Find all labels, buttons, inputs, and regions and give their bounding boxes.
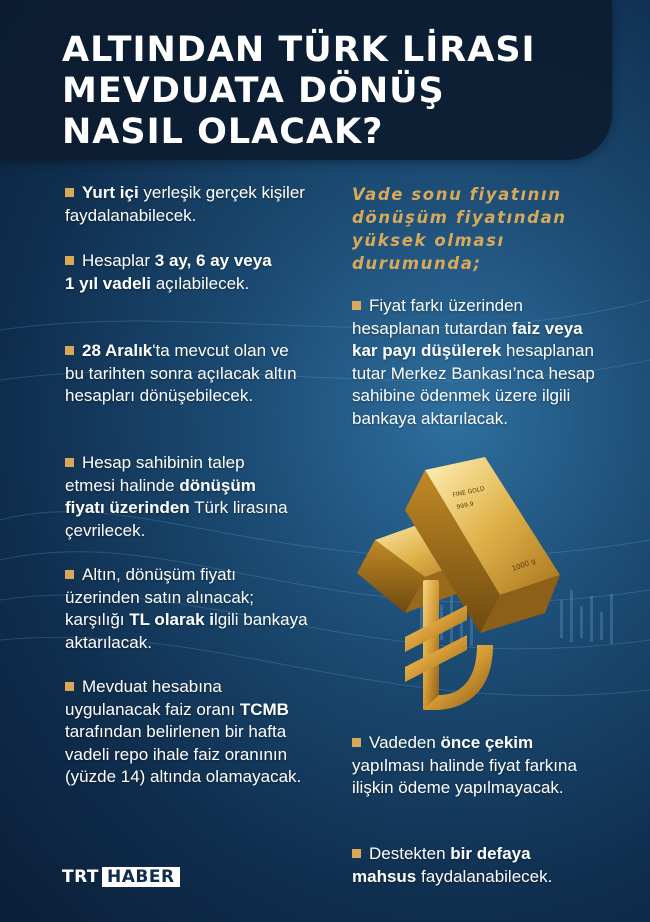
logo-trt: TRT (62, 867, 100, 887)
bullet-icon (65, 346, 74, 355)
bar-engraving-1: FINE GOLD (451, 485, 486, 499)
page-title (62, 30, 582, 153)
bullet-icon (65, 256, 74, 265)
right-item-1: Fiyat farkı üzerinden hesaplanan tutardan faiz veya kar payı düşülerek hesaplanan tutar Merkez Bankası’nca hesap sahibine ödenmek üzere ilgili bankaya aktarılacak. (352, 296, 595, 428)
logo-haber: HABER (102, 867, 180, 887)
right-item-3: Destekten bir defaya mahsus faydalanabilecek. (352, 844, 553, 886)
bullet-icon (352, 849, 361, 858)
bullet-icon (65, 570, 74, 579)
bullet-icon (65, 188, 74, 197)
bullet-icon (65, 458, 74, 467)
bar-engraving-3: 1000 g (510, 556, 537, 573)
right-item-2: Vadeden önce çekim yapılması halinde fiyat farkına ilişkin ödeme yapılmayacak. (352, 733, 577, 797)
left-item-2: Hesaplar 3 ay, 6 ay veya 1 yıl vadeli açılabilecek. (65, 251, 272, 293)
right-heading: Vade sonu fiyatının dönüşüm fiyatından yüksek olması durumunda; (352, 185, 567, 273)
bullet-icon (65, 682, 74, 691)
title-line-2: MEVDUATA DÖNÜŞ (62, 71, 445, 111)
trt-haber-logo (62, 866, 180, 888)
left-item-4: Hesap sahibinin talep etmesi halinde dönüşüm fiyatı üzerinden Türk lirasına çevrilecek. (65, 453, 288, 540)
bullet-icon (352, 301, 361, 310)
title-line-1: ALTINDAN TÜRK LİRASI (62, 30, 536, 70)
left-item-1: Yurt içi yerleşik gerçek kişiler faydalanabilecek. (65, 183, 305, 225)
left-item-3: 28 Aralık'ta mevcut olan ve bu tarihten sonra açılacak altın hesapları dönüşebilecek. (65, 341, 297, 405)
bar-engraving-2: 999.9 (455, 500, 475, 511)
left-item-5: Altın, dönüşüm fiyatı üzerinden satın alınacak; karşılığı TL olarak ilgili bankaya aktarılacak. (65, 565, 308, 652)
bullet-icon (352, 738, 361, 747)
left-item-6: Mevduat hesabına uygulanacak faiz oranı TCMB tarafından belirlenen bir hafta vadeli repo ihale faiz oranının (yüzde 14) altında olamayacak. (65, 677, 302, 786)
title-line-3: NASIL OLACAK? (62, 112, 384, 152)
gold-bars-illustration (345, 455, 585, 725)
